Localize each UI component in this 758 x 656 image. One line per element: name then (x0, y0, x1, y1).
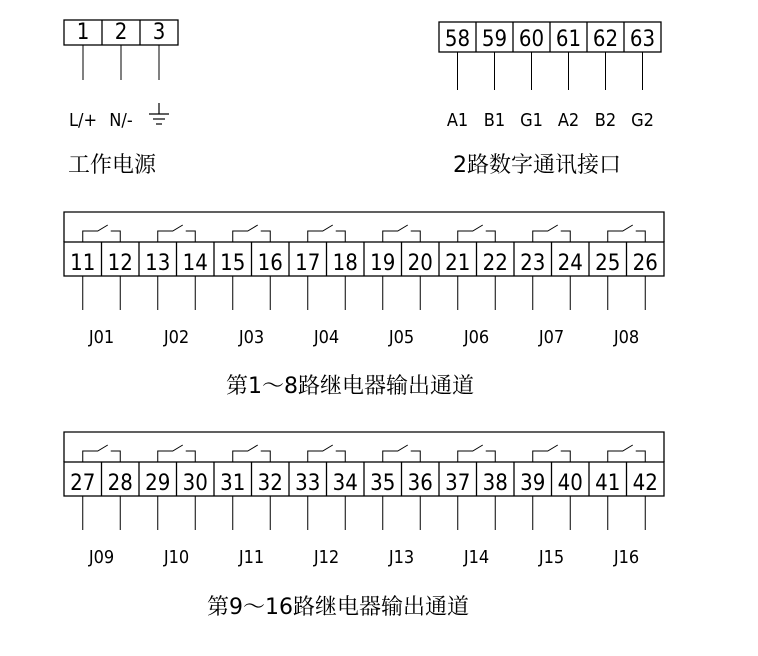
terminal-number: 40 (557, 471, 583, 496)
comm-label: G1 (520, 110, 543, 131)
relay-contact-icon (308, 445, 346, 462)
relay-block-9-16 (64, 432, 664, 568)
terminal-number: 19 (370, 251, 396, 276)
terminal-number: 15 (220, 251, 246, 276)
relay-contact-icon (83, 225, 121, 242)
relay-label: J08 (613, 327, 640, 348)
relay-label: J02 (163, 327, 190, 348)
terminal-number: 17 (295, 251, 321, 276)
relay-label: J01 (88, 327, 115, 348)
terminal-number: 59 (481, 27, 508, 52)
relay-label: J03 (238, 327, 265, 348)
terminal-number: 25 (595, 251, 621, 276)
terminal-number: 20 (407, 251, 433, 276)
relay-contact-icon (458, 225, 496, 242)
comm-label: B1 (483, 110, 506, 131)
terminal-number: 60 (518, 27, 545, 52)
terminal-number: 24 (557, 251, 583, 276)
relay-contact-icon (158, 225, 196, 242)
comm-label: A2 (557, 110, 580, 131)
relay-contact-icon (458, 445, 496, 462)
relay-contact-icon (533, 225, 571, 242)
terminal-number: 2 (114, 20, 128, 45)
relay-contact-icon (383, 445, 421, 462)
power-title: 工作电源 (68, 153, 157, 178)
terminal-number: 16 (257, 251, 283, 276)
terminal-number: 22 (482, 251, 508, 276)
relay-label: J11 (238, 547, 265, 568)
relay-label: J16 (613, 547, 640, 568)
terminal-number: 31 (220, 471, 246, 496)
terminal-number: 34 (332, 471, 358, 496)
terminal-number: 12 (107, 251, 133, 276)
relay-label: J09 (88, 547, 115, 568)
terminal-number: 62 (592, 27, 619, 52)
terminal-number: 36 (407, 471, 433, 496)
relay-label: J07 (538, 327, 565, 348)
relay-label: J12 (313, 547, 340, 568)
terminal-number: 13 (145, 251, 171, 276)
terminal-number: 32 (257, 471, 283, 496)
terminal-number: 18 (332, 251, 358, 276)
terminal-number: 33 (295, 471, 321, 496)
comm-label: G2 (631, 110, 654, 131)
terminal-number: 61 (555, 27, 582, 52)
terminal-number: 39 (520, 471, 546, 496)
relay-label: J06 (463, 327, 490, 348)
relay-contact-icon (233, 225, 271, 242)
comm-label: A1 (446, 110, 469, 131)
relay-contact-icon (533, 445, 571, 462)
relay-frame (64, 432, 664, 462)
terminal-number: 21 (445, 251, 471, 276)
relay-label: J04 (313, 327, 340, 348)
relay-contact-icon (608, 445, 646, 462)
comm-terminal-block (439, 22, 661, 131)
relays-1-8-title: 第1～8路继电器输出通道 (226, 374, 474, 399)
comm-label: B2 (594, 110, 617, 131)
terminal-number: 35 (370, 471, 396, 496)
terminal-number: 11 (70, 251, 96, 276)
terminal-number: 23 (520, 251, 546, 276)
relay-contact-icon (158, 445, 196, 462)
relay-contact-icon (383, 225, 421, 242)
terminal-number: 3 (152, 20, 166, 45)
relay-contact-icon (233, 445, 271, 462)
terminal-number: 30 (182, 471, 208, 496)
terminal-number: 63 (629, 27, 656, 52)
relay-contact-icon (308, 225, 346, 242)
relay-label: J10 (163, 547, 190, 568)
relay-block-1-8 (64, 212, 664, 348)
terminal-number: 41 (595, 471, 621, 496)
terminal-number: 37 (445, 471, 471, 496)
relay-label: J13 (388, 547, 415, 568)
terminal-number: 26 (632, 251, 658, 276)
terminal-number: 28 (107, 471, 133, 496)
terminal-number: 14 (182, 251, 208, 276)
terminal-number: 38 (482, 471, 508, 496)
relay-contact-icon (608, 225, 646, 242)
terminal-number: 29 (145, 471, 171, 496)
ground-icon (149, 103, 169, 124)
relays-9-16-title: 第9～16路继电器输出通道 (207, 595, 469, 620)
relay-label: J14 (463, 547, 490, 568)
terminal-number: 1 (76, 20, 90, 45)
power-label: N/- (109, 110, 133, 131)
terminal-number: 42 (632, 471, 658, 496)
relay-contact-icon (83, 445, 121, 462)
power-label: L/+ (68, 110, 98, 131)
relay-label: J05 (388, 327, 415, 348)
terminal-number: 58 (444, 27, 471, 52)
terminal-number: 27 (70, 471, 96, 496)
power-terminal-block (64, 20, 178, 131)
comm-title: 2路数字通讯接口 (453, 153, 621, 178)
relay-frame (64, 212, 664, 242)
relay-label: J15 (538, 547, 565, 568)
